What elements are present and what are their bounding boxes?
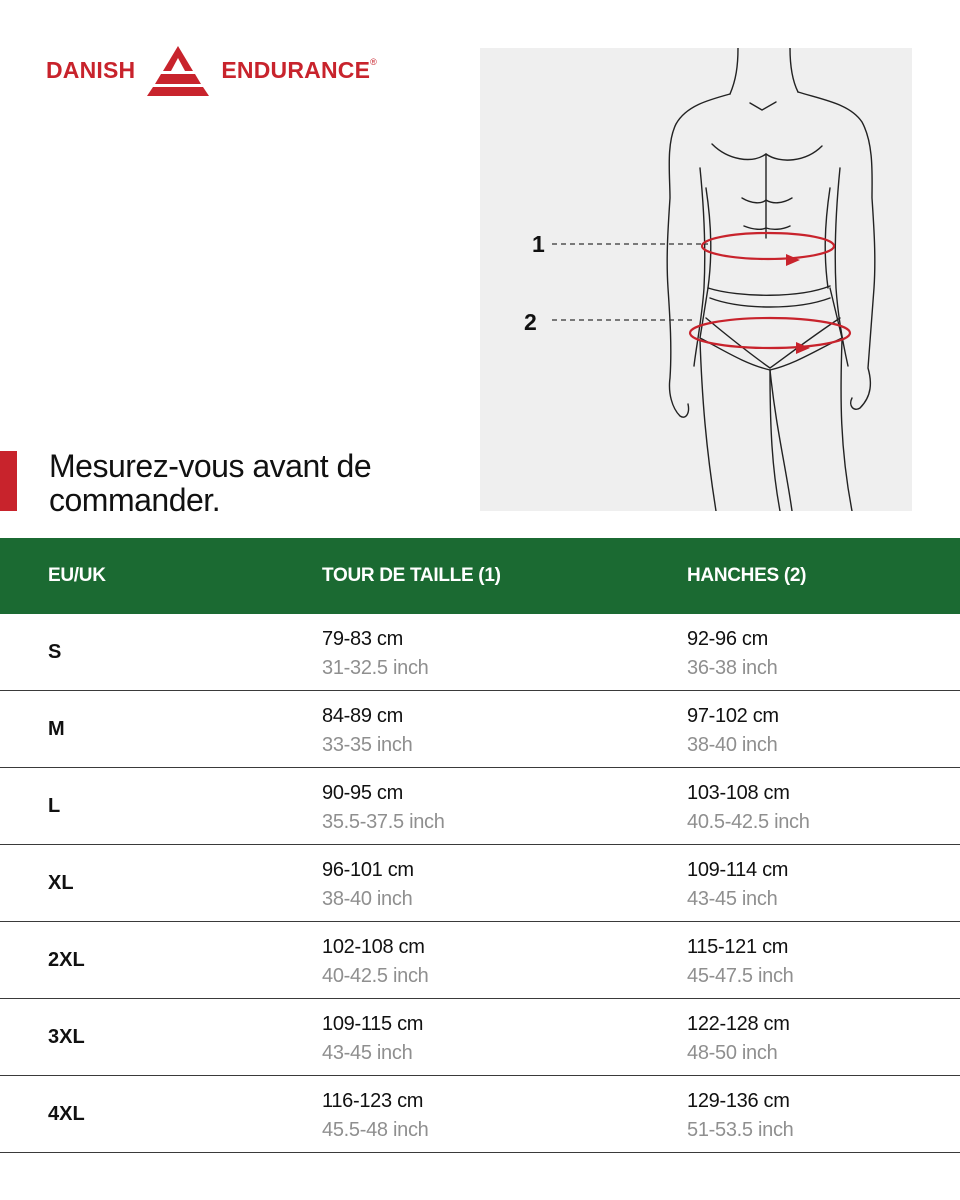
hips-inch: 51-53.5 inch xyxy=(687,1119,794,1141)
size-label: L xyxy=(48,795,61,817)
size-label: S xyxy=(48,641,62,663)
registered-mark: ® xyxy=(370,57,377,67)
header-hips: HANCHES (2) xyxy=(687,565,807,586)
table-row xyxy=(0,922,960,999)
waist-inch: 40-42.5 inch xyxy=(322,965,429,987)
hips-cell xyxy=(687,625,777,683)
hips-cell xyxy=(687,779,810,837)
hips-cm: 97-102 cm xyxy=(687,705,779,727)
hips-cell xyxy=(687,1087,793,1145)
table-row xyxy=(0,999,960,1076)
size-label: M xyxy=(48,718,65,740)
hips-inch: 36-38 inch xyxy=(687,657,778,679)
waist-inch: 38-40 inch xyxy=(322,888,413,910)
hips-cell xyxy=(687,702,779,760)
marker-1: 1 xyxy=(532,231,545,257)
waist-cm: 79-83 cm xyxy=(322,628,403,650)
hips-cell xyxy=(687,933,793,991)
brand-triangle-icon xyxy=(139,44,217,96)
hips-cell xyxy=(687,856,788,914)
waist-cell xyxy=(322,1087,428,1145)
waist-cell xyxy=(322,702,412,760)
waist-cell xyxy=(322,933,428,991)
size-table-header xyxy=(0,538,960,614)
hips-inch: 43-45 inch xyxy=(687,888,778,910)
size-label: XL xyxy=(48,872,74,894)
body-outline-illustration xyxy=(480,48,912,511)
brand-word-right: ENDURANCE xyxy=(221,56,371,83)
size-label: 4XL xyxy=(48,1103,85,1125)
hips-cm: 109-114 cm xyxy=(687,859,789,881)
hips-cm: 115-121 cm xyxy=(687,936,789,958)
header-size: EU/UK xyxy=(48,565,106,586)
brand-logo xyxy=(46,44,377,96)
measurement-figure xyxy=(480,48,912,511)
waist-cell xyxy=(322,625,428,683)
waist-inch: 43-45 inch xyxy=(322,1042,413,1064)
waist-inch: 35.5-37.5 inch xyxy=(322,811,445,833)
waist-inch: 31-32.5 inch xyxy=(322,657,429,679)
waist-cm: 102-108 cm xyxy=(322,936,425,958)
hips-cm: 92-96 cm xyxy=(687,628,768,650)
waist-cm: 109-115 cm xyxy=(322,1013,424,1035)
page-title: Mesurez-vous avant de commander. xyxy=(49,448,372,518)
hips-inch: 40.5-42.5 inch xyxy=(687,811,810,833)
size-table-body xyxy=(0,614,960,1153)
hips-inch: 45-47.5 inch xyxy=(687,965,794,987)
hips-cm: 122-128 cm xyxy=(687,1013,790,1035)
waist-cm: 90-95 cm xyxy=(322,782,403,804)
waist-cell xyxy=(322,1010,423,1068)
hips-inch: 48-50 inch xyxy=(687,1042,778,1064)
waist-cell xyxy=(322,856,414,914)
table-row xyxy=(0,691,960,768)
waist-inch: 45.5-48 inch xyxy=(322,1119,429,1141)
table-row xyxy=(0,768,960,845)
waist-cm: 116-123 cm xyxy=(322,1090,424,1112)
header-waist: TOUR DE TAILLE (1) xyxy=(322,565,501,586)
size-label: 2XL xyxy=(48,949,85,971)
waist-cell xyxy=(322,779,445,837)
hips-cm: 103-108 cm xyxy=(687,782,790,804)
hips-inch: 38-40 inch xyxy=(687,734,778,756)
hips-cm: 129-136 cm xyxy=(687,1090,790,1112)
brand-word-left: DANISH xyxy=(46,56,136,83)
table-row xyxy=(0,614,960,691)
marker-2: 2 xyxy=(524,309,537,335)
waist-inch: 33-35 inch xyxy=(322,734,413,756)
size-label: 3XL xyxy=(48,1026,85,1048)
red-accent-bar xyxy=(0,451,17,511)
waist-cm: 96-101 cm xyxy=(322,859,414,881)
hips-cell xyxy=(687,1010,790,1068)
table-row xyxy=(0,845,960,922)
waist-cm: 84-89 cm xyxy=(322,705,403,727)
table-row xyxy=(0,1076,960,1153)
